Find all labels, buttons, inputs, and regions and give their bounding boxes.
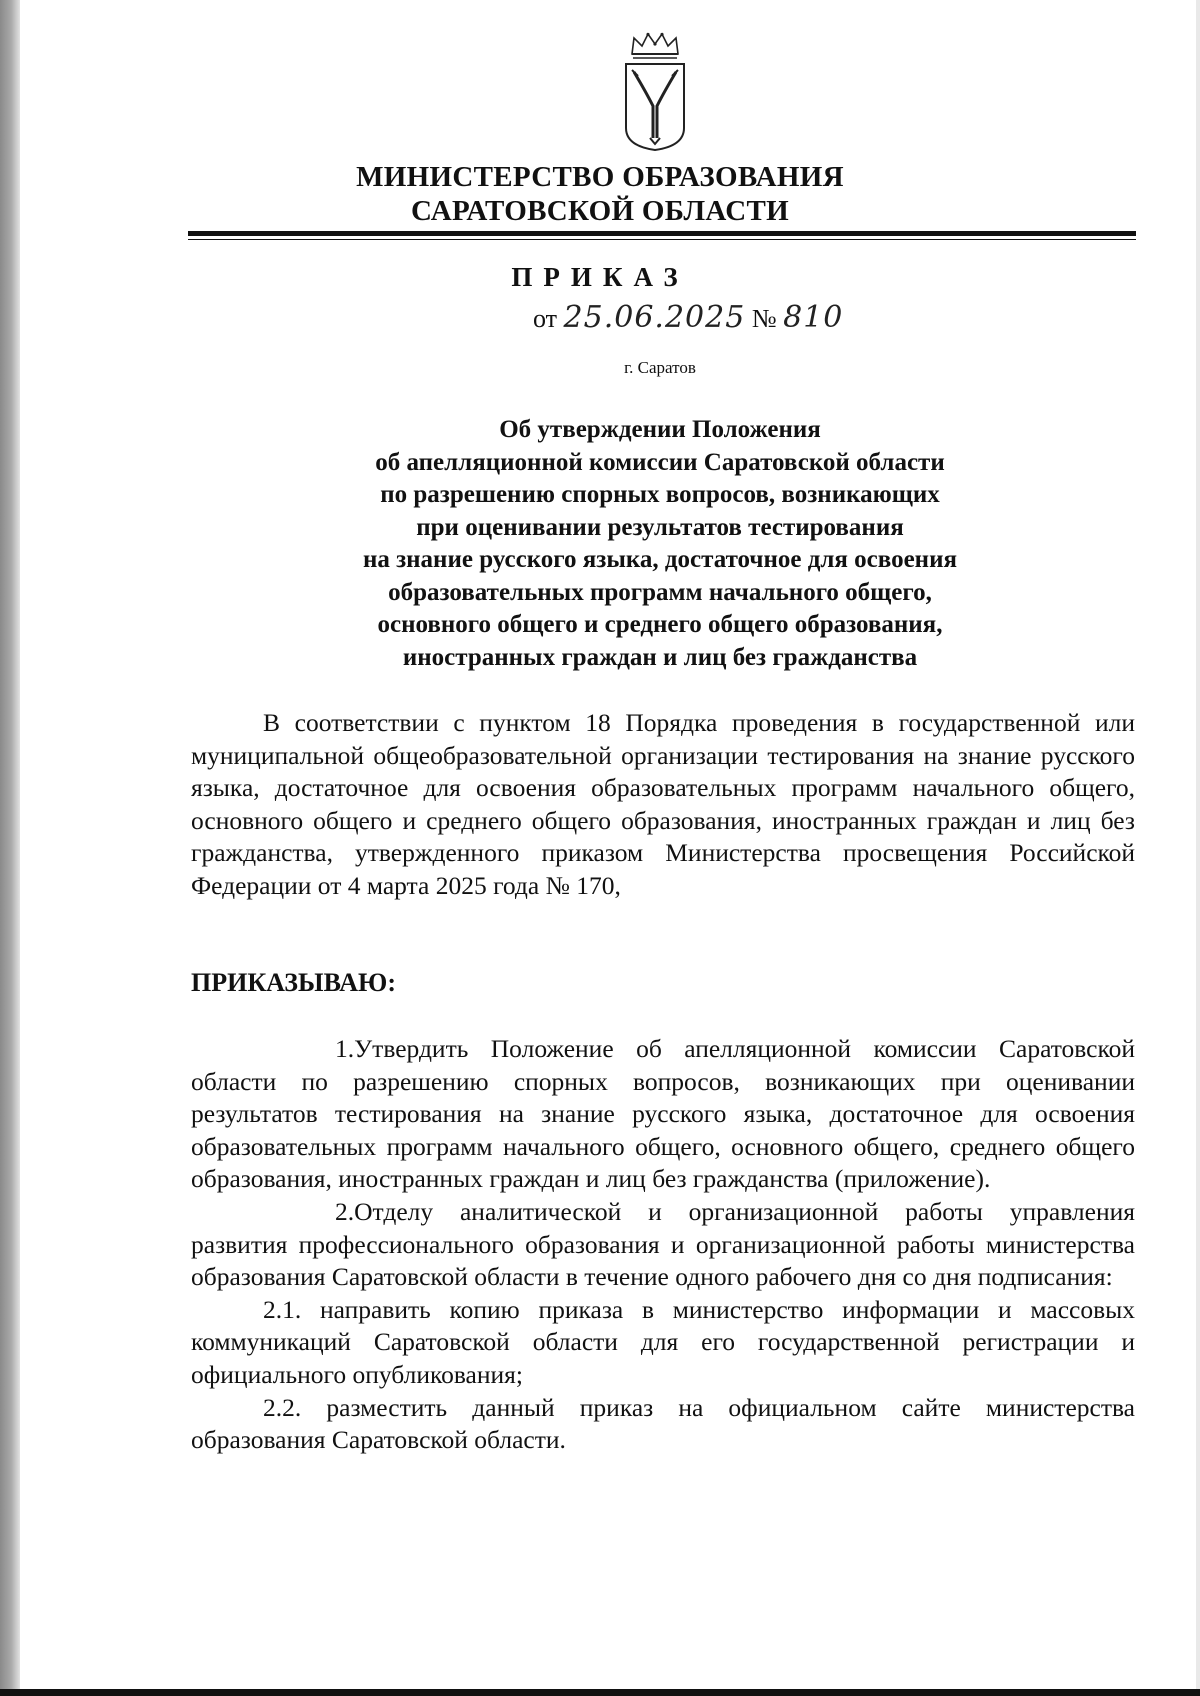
subject-line: иностранных граждан и лиц без гражданства [402, 643, 918, 671]
order-title: ПРИКАЗ [511, 262, 689, 292]
subject-line: об апелляционной комиссии Саратовской области [375, 448, 945, 476]
city: г. Саратов [624, 358, 696, 377]
subject-line: Об утверждении Положения [499, 416, 821, 443]
preamble-paragraph: В соответствии с пунктом 18 Порядка проведения в государственной или муниципальной общеобразовательной организации тестирования на знание русского языка, достаточное для освоения образовательных программ начального общего, основного общего и среднего общего образования, иностранных граждан и лиц без гражданства, утвержденного приказом Министерства просвещения Российской Федерации от 4 марта 2025 года № 170, [191, 708, 1135, 900]
item-text: Отделу аналитической и организационной работы управления развития профессионального образования и организационной работы министерства образования Саратовской области в течение одного рабочего дня со дня подписания: [191, 1196, 1135, 1292]
document-subject [300, 414, 1020, 674]
subject-line: образовательных программ начального общего, [388, 578, 932, 606]
order-number-handwritten: 810 [783, 300, 844, 335]
order-date-number [533, 300, 843, 335]
item-text: Утвердить Положение об апелляционной комиссии Саратовской области по разрешению спорных вопросов, возникающих при оценивании результатов тестирования на знание русского языка, достаточное для освоения образовательных программ начального общего, основного общего, среднего общего образования, иностранных граждан и лиц без гражданства (приложение). [191, 1034, 1135, 1194]
order-item-2-1 [191, 1294, 1135, 1392]
header-rule-thick [188, 231, 1136, 236]
number-sign: № [751, 304, 777, 333]
order-item-2-2 [191, 1392, 1135, 1457]
scan-edge-right [1196, 0, 1200, 1696]
header-rule-thin [188, 239, 1136, 240]
order-items [191, 1033, 1135, 1457]
item-number: 2.2. [263, 1392, 302, 1422]
order-item-2 [191, 1196, 1135, 1294]
item-number: 2.1. [263, 1294, 302, 1324]
ministry-name [0, 160, 1200, 228]
coat-of-arms-icon [620, 32, 690, 152]
date-prefix: от [533, 304, 558, 333]
subject-line: на знание русского языка, достаточное для освоения [362, 546, 958, 573]
order-item-1 [191, 1033, 1135, 1196]
preamble-section [191, 707, 1135, 903]
subject-line: основного общего и среднего общего образования, [377, 611, 943, 638]
subject-line: по разрешению спорных вопросов, возникающих [380, 481, 940, 508]
scan-edge-left [0, 0, 20, 1696]
item-text: направить копию приказа в министерство информации и массовых коммуникаций Саратовской области для его государственной регистрации и официального опубликования; [191, 1294, 1136, 1389]
scan-edge-bottom [0, 1689, 1200, 1696]
decree-word: ПРИКАЗЫВАЮ: [191, 968, 396, 997]
order-date-handwritten: 25.06.2025 [563, 300, 746, 335]
item-number: 1. [335, 1034, 355, 1063]
item-text: разместить данный приказ на официальном сайте министерства образования Саратовской области. [191, 1392, 1136, 1455]
ministry-line-1: МИНИСТЕРСТВО ОБРАЗОВАНИЯ [356, 161, 844, 193]
subject-line: при оценивании результатов тестирования [416, 513, 904, 541]
ministry-line-2: САРАТОВСКОЙ ОБЛАСТИ [411, 195, 789, 227]
item-number: 2. [335, 1196, 355, 1226]
